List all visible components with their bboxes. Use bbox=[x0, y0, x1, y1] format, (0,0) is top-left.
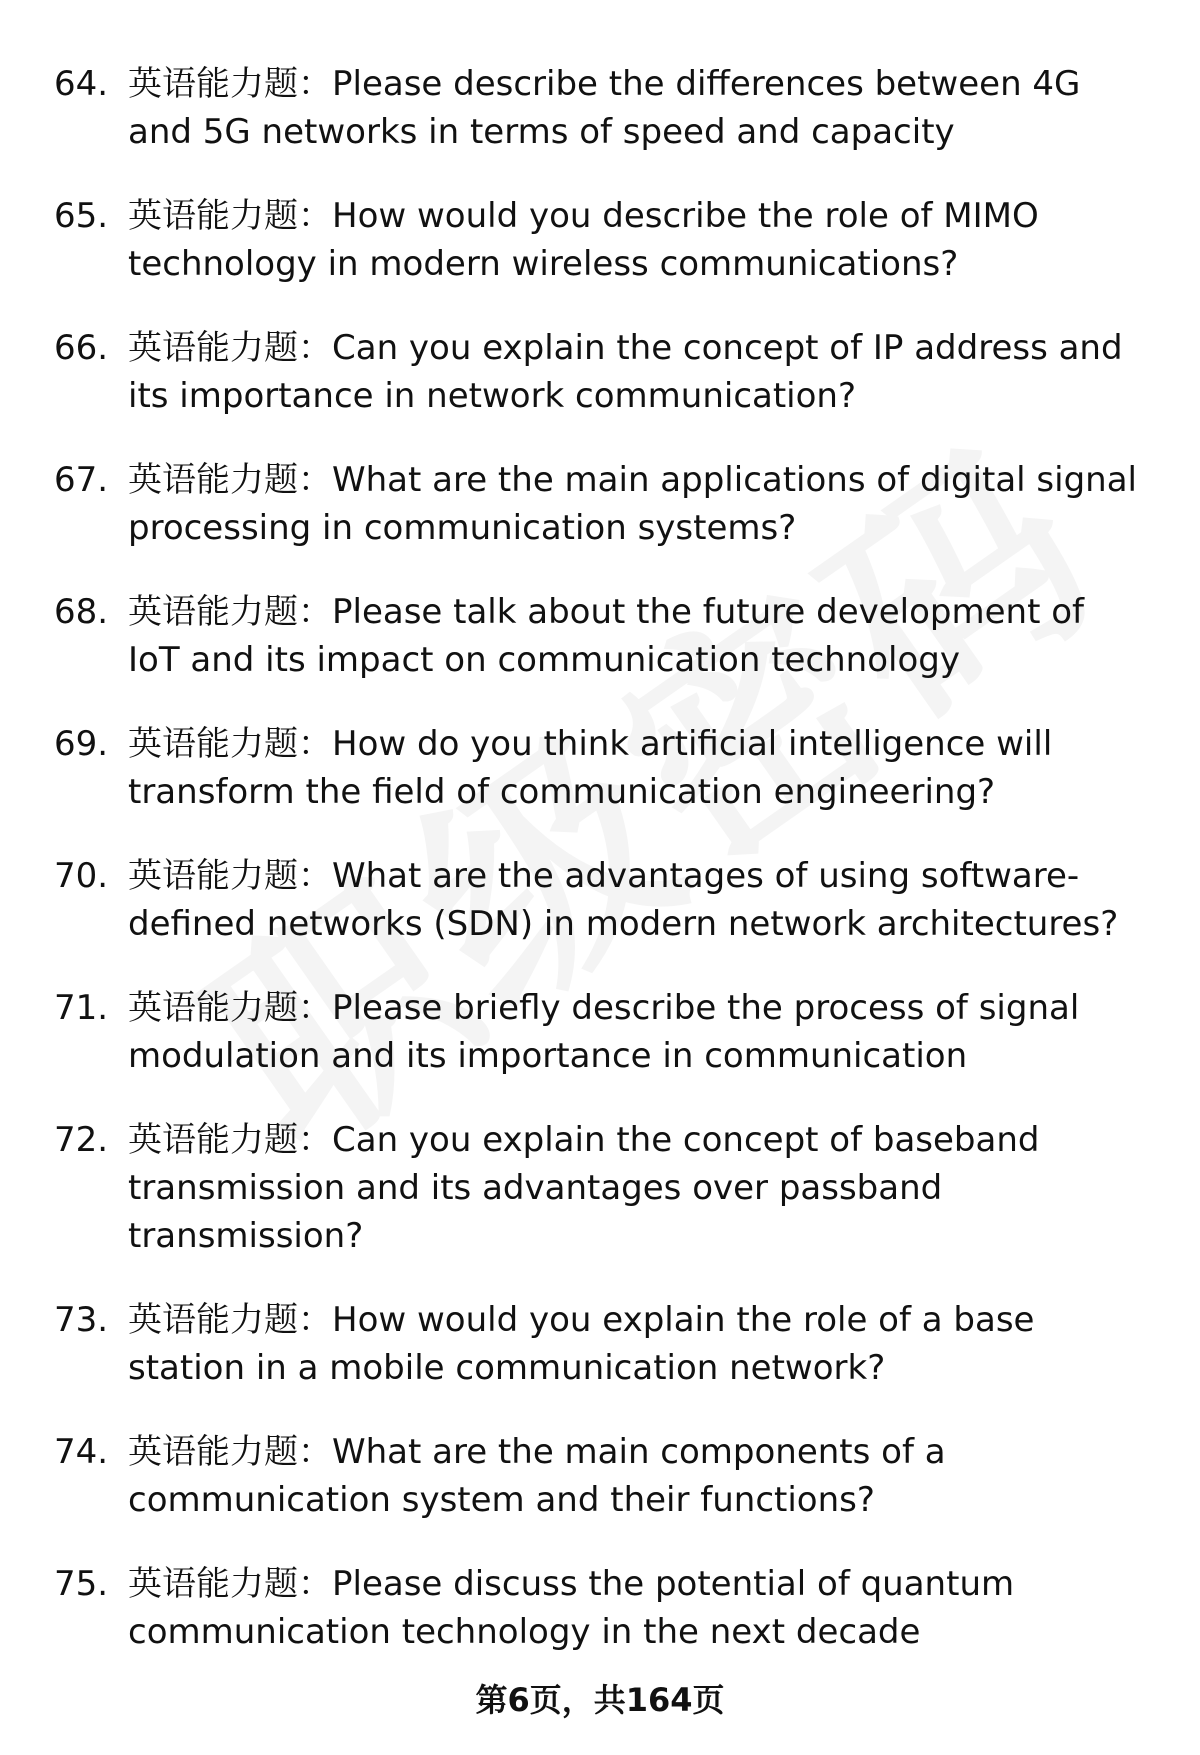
question-body bbox=[128, 984, 1144, 1080]
question-number: 69. bbox=[54, 724, 109, 764]
question-category: 英语能力题： bbox=[128, 1120, 332, 1160]
question-body bbox=[128, 1296, 1144, 1392]
question-item bbox=[54, 1428, 1144, 1524]
question-text: How would you explain the role of a base station in a mobile communication network? bbox=[128, 1300, 1035, 1388]
question-number: 72. bbox=[54, 1120, 109, 1160]
question-body bbox=[128, 1428, 1144, 1524]
question-category: 英语能力题： bbox=[128, 64, 332, 104]
question-item bbox=[54, 324, 1144, 420]
question-body bbox=[128, 1560, 1144, 1656]
question-category: 英语能力题： bbox=[128, 988, 332, 1028]
question-category: 英语能力题： bbox=[128, 856, 332, 896]
question-text: Can you explain the concept of baseband transmission and its advantages over passband transmission? bbox=[128, 1120, 1040, 1256]
question-body bbox=[128, 588, 1144, 684]
question-item bbox=[54, 456, 1144, 552]
question-category: 英语能力题： bbox=[128, 328, 332, 368]
question-category: 英语能力题： bbox=[128, 724, 332, 764]
question-body bbox=[128, 720, 1144, 816]
question-item bbox=[54, 1296, 1144, 1392]
question-text: How would you describe the role of MIMO technology in modern wireless communications? bbox=[128, 196, 1039, 284]
question-number: 74. bbox=[54, 1432, 109, 1472]
question-category: 英语能力题： bbox=[128, 1432, 332, 1472]
question-body bbox=[128, 852, 1144, 948]
question-text: Can you explain the concept of IP address and its importance in network communication? bbox=[128, 328, 1123, 416]
question-item bbox=[54, 60, 1144, 156]
question-number: 66. bbox=[54, 328, 109, 368]
question-text: Please describe the differences between 4G and 5G networks in terms of speed and capacity bbox=[128, 64, 1081, 152]
question-text: Please talk about the future development of IoT and its impact on communication technology bbox=[128, 592, 1084, 680]
question-number: 75. bbox=[54, 1564, 109, 1604]
question-item bbox=[54, 1560, 1144, 1656]
question-text: How do you think artificial intelligence will transform the field of communication engineering? bbox=[128, 724, 1053, 812]
question-category: 英语能力题： bbox=[128, 196, 332, 236]
question-list bbox=[54, 60, 1144, 1692]
question-number: 65. bbox=[54, 196, 109, 236]
question-item bbox=[54, 1116, 1144, 1260]
question-body bbox=[128, 324, 1144, 420]
question-number: 71. bbox=[54, 988, 109, 1028]
question-number: 68. bbox=[54, 592, 109, 632]
question-body bbox=[128, 456, 1144, 552]
question-category: 英语能力题： bbox=[128, 1300, 332, 1340]
question-category: 英语能力题： bbox=[128, 460, 332, 500]
question-body bbox=[128, 60, 1144, 156]
question-text: Please discuss the potential of quantum communication technology in the next decade bbox=[128, 1564, 1015, 1652]
question-item bbox=[54, 984, 1144, 1080]
question-text: What are the main components of a communication system and their functions? bbox=[128, 1432, 946, 1520]
question-item bbox=[54, 588, 1144, 684]
question-number: 64. bbox=[54, 64, 109, 104]
question-item bbox=[54, 192, 1144, 288]
page-footer: 第6页，共164页 bbox=[475, 1681, 725, 1719]
question-text: Please briefly describe the process of signal modulation and its importance in communication bbox=[128, 988, 1080, 1076]
question-number: 67. bbox=[54, 460, 109, 500]
question-text: What are the main applications of digital signal processing in communication systems? bbox=[128, 460, 1137, 548]
question-category: 英语能力题： bbox=[128, 592, 332, 632]
question-body bbox=[128, 1116, 1144, 1260]
question-text: What are the advantages of using software-defined networks (SDN) in modern network architectures? bbox=[128, 856, 1119, 944]
question-number: 70. bbox=[54, 856, 109, 896]
question-number: 73. bbox=[54, 1300, 109, 1340]
question-item bbox=[54, 720, 1144, 816]
question-body bbox=[128, 192, 1144, 288]
question-item bbox=[54, 852, 1144, 948]
question-category: 英语能力题： bbox=[128, 1564, 332, 1604]
